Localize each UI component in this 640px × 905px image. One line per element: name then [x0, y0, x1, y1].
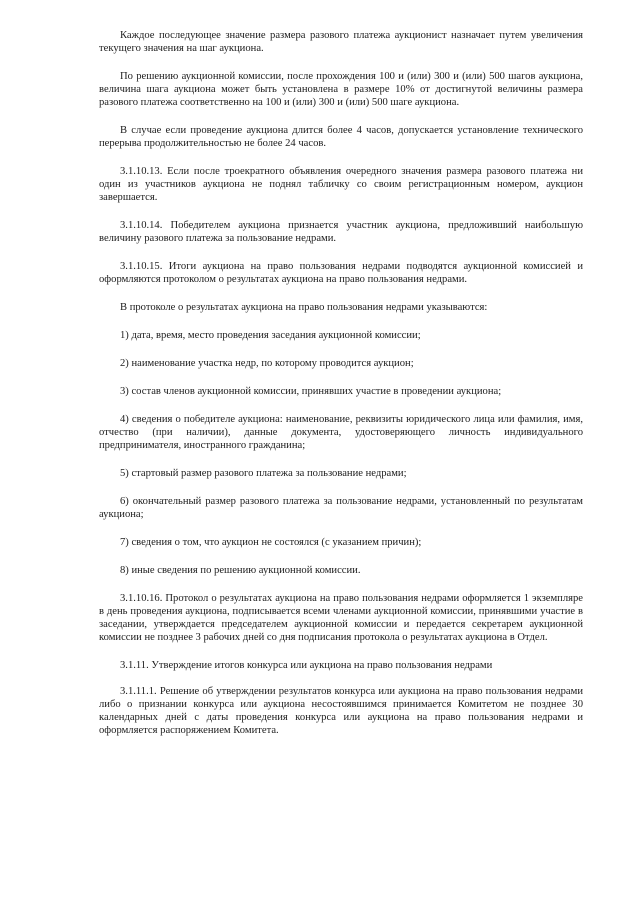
paragraph-bid-increment: Каждое последующее значение размера разового платежа аукционист назначает путем увеличения текущего значения на шаг аукциона.	[99, 30, 583, 54]
section-heading-3-1-11: 3.1.11. Утверждение итогов конкурса или аукциона на право пользования недрами	[120, 660, 493, 671]
clause-3-1-10-14: 3.1.10.14. Победителем аукциона признается участник аукциона, предложивший наибольшую величину разового платежа за пользование недрами.	[99, 220, 583, 244]
protocol-item-4: 4) сведения о победителе аукциона: наименование, реквизиты юридического лица или фамилия, имя, отчество (при наличии), данные документа, удостоверяющего личность индивидуального предпринимателя, иностранного гражданина;	[99, 414, 583, 451]
protocol-item-2: 2) наименование участка недр, по которому проводится аукцион;	[120, 358, 414, 369]
protocol-item-1: 1) дата, время, место проведения заседания аукционной комиссии;	[120, 330, 421, 341]
protocol-contents-intro: В протоколе о результатах аукциона на право пользования недрами указываются:	[120, 302, 488, 313]
protocol-item-8: 8) иные сведения по решению аукционной комиссии.	[120, 565, 361, 576]
document-body	[99, 29, 583, 752]
clause-3-1-10-13: 3.1.10.13. Если после троекратного объявления очередного значения размера разового платежа ни один из участников аукциона не поднял табличку со своим регистрационным номером, аукцион завершается.	[99, 166, 583, 203]
protocol-item-3: 3) состав членов аукционной комиссии, принявших участие в проведении аукциона;	[120, 386, 502, 397]
clause-3-1-11-1: 3.1.11.1. Решение об утверждении результатов конкурса или аукциона на право пользования недрами либо о признании конкурса или аукциона несостоявшимся принимается Комитетом не позднее 30 календарных дней с даты проведения конкурса или аукциона на право пользования недрами и оформляется распоряжением Комитета.	[99, 686, 583, 736]
protocol-item-7: 7) сведения о том, что аукцион не состоялся (с указанием причин);	[120, 537, 422, 548]
paragraph-technical-break: В случае если проведение аукциона длится более 4 часов, допускается установление технического перерыва продолжительностью не более 24 часов.	[99, 125, 583, 149]
clause-3-1-10-15: 3.1.10.15. Итоги аукциона на право пользования недрами подводятся аукционной комиссией и оформляются протоколом о результатах аукциона на право пользования недрами.	[99, 261, 583, 285]
protocol-item-6: 6) окончательный размер разового платежа за пользование недрами, установленный по результатам аукциона;	[99, 496, 583, 520]
paragraph-step-change: По решению аукционной комиссии, после прохождения 100 и (или) 300 и (или) 500 шагов аукциона, величина шага аукциона может быть установлена в размере 10% от достигнутой величины размера разового платежа соответственно на 100 и (или) 300 и (или) 500 шаге аукциона.	[99, 71, 583, 108]
clause-3-1-10-16: 3.1.10.16. Протокол о результатах аукциона на право пользования недрами оформляется 1 экземпляре в день проведения аукциона, подписывается всеми членами аукционной комиссии, принявшими участие в заседании, утверждается председателем аукционной комиссии и передается секретарем аукционной комиссии не позднее 3 рабочих дней со дня подписания протокола о результатах аукциона в Отдел.	[99, 593, 583, 643]
protocol-item-5: 5) стартовый размер разового платежа за пользование недрами;	[120, 468, 407, 479]
